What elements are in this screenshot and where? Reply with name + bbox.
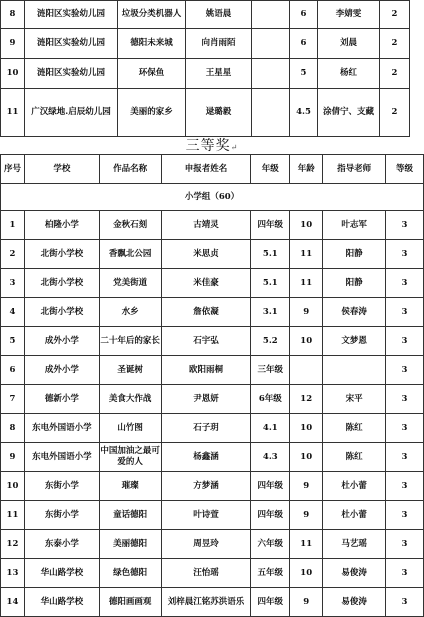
cell-school: 东街小学 <box>24 472 99 501</box>
table-row <box>1 298 424 327</box>
cell-level: 3 <box>386 356 424 385</box>
cell-work: 德阳画画观 <box>99 588 161 617</box>
table-header-row <box>1 155 424 184</box>
cell-school: 华山路学校 <box>24 559 99 588</box>
cell-school: 德新小学 <box>24 385 99 414</box>
cell-age: 9 <box>290 472 323 501</box>
cell-author: 姚语晨 <box>186 1 252 29</box>
cell-grade: 五年级 <box>251 559 290 588</box>
table-row <box>1 269 424 298</box>
cell-grade: 5.2 <box>251 327 290 356</box>
table-row <box>1 414 424 443</box>
cell-level: 2 <box>380 29 410 59</box>
cell-grade <box>252 1 290 29</box>
cell-no: 7 <box>1 385 25 414</box>
cell-school: 东电外国语小学 <box>24 443 99 472</box>
cell-author: 方梦涵 <box>161 472 251 501</box>
cell-author: 刘梓晨江铭苏洪语乐 <box>161 588 251 617</box>
cell-school: 北街小学校 <box>24 240 99 269</box>
cell-teacher: 叶志军 <box>323 211 386 240</box>
header-teacher: 指导老师 <box>323 155 386 184</box>
cell-age: 11 <box>290 240 323 269</box>
cell-work: 金秋石刻 <box>99 211 161 240</box>
cell-level: 3 <box>386 240 424 269</box>
header-author: 申报者姓名 <box>161 155 251 184</box>
cell-author: 石子玥 <box>161 414 251 443</box>
cell-level: 3 <box>386 269 424 298</box>
section-title: 三等奖↵ <box>185 138 239 154</box>
cell-level: 3 <box>386 327 424 356</box>
cell-age <box>290 356 323 385</box>
cell-grade: 六年级 <box>251 530 290 559</box>
cell-level: 3 <box>386 211 424 240</box>
cell-work: 美食大作战 <box>99 385 161 414</box>
cell-no: 14 <box>1 588 25 617</box>
second-prize-table-tail <box>0 0 410 137</box>
cell-work: 党美街道 <box>99 269 161 298</box>
cell-level: 3 <box>386 443 424 472</box>
cell-teacher: 宋平 <box>323 385 386 414</box>
cell-author: 杨鑫涵 <box>161 443 251 472</box>
cell-author: 逯璐毅 <box>186 89 252 137</box>
cell-school: 东泰小学 <box>24 530 99 559</box>
cell-work: 童话德阳 <box>99 501 161 530</box>
table-row <box>1 356 424 385</box>
header-grade: 年级 <box>251 155 290 184</box>
cell-author: 王星星 <box>186 59 252 89</box>
cell-work: 香飘北公园 <box>99 240 161 269</box>
cell-level: 3 <box>386 385 424 414</box>
cell-teacher: 杜小蕾 <box>323 472 386 501</box>
third-prize-table <box>0 154 424 617</box>
cell-age: 9 <box>290 501 323 530</box>
cell-work: 绿色德阳 <box>99 559 161 588</box>
group-row <box>1 184 424 211</box>
cell-no: 4 <box>1 298 25 327</box>
cell-no: 13 <box>1 559 25 588</box>
cell-no: 5 <box>1 327 25 356</box>
cell-teacher: 陈红 <box>323 414 386 443</box>
cell-level: 2 <box>380 1 410 29</box>
cell-level: 3 <box>386 298 424 327</box>
cell-no: 11 <box>1 89 25 137</box>
cell-work: 二十年后的家长 <box>99 327 161 356</box>
table-row <box>1 211 424 240</box>
cell-no: 9 <box>1 443 25 472</box>
cell-grade: 三年级 <box>251 356 290 385</box>
header-no: 序号 <box>1 155 25 184</box>
cell-work: 水乡 <box>99 298 161 327</box>
cell-teacher: 易俊涛 <box>323 559 386 588</box>
cell-school: 东街小学 <box>24 501 99 530</box>
cell-no: 1 <box>1 211 25 240</box>
cell-work: 中国加油之最可爱的人 <box>99 443 161 472</box>
cell-level: 3 <box>386 501 424 530</box>
cell-age: 10 <box>290 443 323 472</box>
cell-age: 6 <box>290 1 318 29</box>
cell-author: 石宇弘 <box>161 327 251 356</box>
cell-school: 涟阳区实验幼儿园 <box>25 29 118 59</box>
table-row <box>1 385 424 414</box>
cell-author: 汪怡瑶 <box>161 559 251 588</box>
cell-author: 古靖灵 <box>161 211 251 240</box>
cell-author: 詹依凝 <box>161 298 251 327</box>
cell-author: 周昱玲 <box>161 530 251 559</box>
cell-grade: 5.1 <box>251 240 290 269</box>
header-work: 作品名称 <box>99 155 161 184</box>
cell-work: 环保鱼 <box>118 59 186 89</box>
cell-work: 垃圾分类机器人 <box>118 1 186 29</box>
cell-teacher: 阳静 <box>323 240 386 269</box>
cell-no: 12 <box>1 530 25 559</box>
cell-level: 3 <box>386 588 424 617</box>
cell-age: 10 <box>290 327 323 356</box>
cell-grade: 3.1 <box>251 298 290 327</box>
cell-age: 5 <box>290 59 318 89</box>
cell-school: 成外小学 <box>24 356 99 385</box>
cell-teacher: 杨红 <box>318 59 380 89</box>
cell-teacher: 侯春涛 <box>323 298 386 327</box>
cell-school: 涟阳区实验幼儿园 <box>25 1 118 29</box>
cell-teacher: 涂倩宁、支藏 <box>318 89 380 137</box>
cell-age: 11 <box>290 530 323 559</box>
cell-school: 东电外国语小学 <box>24 414 99 443</box>
cell-teacher: 李婧雯 <box>318 1 380 29</box>
cell-no: 10 <box>1 472 25 501</box>
cell-no: 2 <box>1 240 25 269</box>
cell-level: 2 <box>380 89 410 137</box>
cell-grade: 4.1 <box>251 414 290 443</box>
header-level: 等级 <box>386 155 424 184</box>
cell-grade: 5.1 <box>251 269 290 298</box>
cell-school: 涟阳区实验幼儿园 <box>25 59 118 89</box>
group-label: 小学组（60） <box>1 184 424 211</box>
cell-teacher: 刘晨 <box>318 29 380 59</box>
cell-school: 北街小学校 <box>24 298 99 327</box>
cell-level: 3 <box>386 530 424 559</box>
cell-grade: 四年级 <box>251 472 290 501</box>
cell-no: 8 <box>1 1 25 29</box>
cell-teacher: 陈红 <box>323 443 386 472</box>
cell-grade <box>252 29 290 59</box>
cell-grade: 4.3 <box>251 443 290 472</box>
cell-age: 9 <box>290 298 323 327</box>
cell-grade <box>252 89 290 137</box>
cell-teacher <box>323 356 386 385</box>
cell-grade: 四年级 <box>251 588 290 617</box>
cell-teacher: 易俊涛 <box>323 588 386 617</box>
cell-work: 美丽的家乡 <box>118 89 186 137</box>
cell-age: 11 <box>290 269 323 298</box>
cell-work: 德阳未来城 <box>118 29 186 59</box>
cell-level: 3 <box>386 559 424 588</box>
cell-age: 10 <box>290 414 323 443</box>
table-row <box>1 472 424 501</box>
cell-school: 华山路学校 <box>24 588 99 617</box>
cell-age: 12 <box>290 385 323 414</box>
cell-level: 3 <box>386 472 424 501</box>
table-row <box>1 530 424 559</box>
cell-age: 4.5 <box>290 89 318 137</box>
cell-age: 6 <box>290 29 318 59</box>
cell-work: 美丽德阳 <box>99 530 161 559</box>
cell-school: 柏隆小学 <box>24 211 99 240</box>
table-row <box>1 240 424 269</box>
cell-age: 10 <box>290 211 323 240</box>
cell-author: 叶诗萱 <box>161 501 251 530</box>
table-row <box>1 29 410 59</box>
cell-level: 2 <box>380 59 410 89</box>
cell-teacher: 文梦恩 <box>323 327 386 356</box>
cell-school: 成外小学 <box>24 327 99 356</box>
cell-school: 北街小学校 <box>24 269 99 298</box>
cell-author: 米佳豪 <box>161 269 251 298</box>
cell-work: 山竹图 <box>99 414 161 443</box>
cell-no: 8 <box>1 414 25 443</box>
table-row <box>1 559 424 588</box>
table-row <box>1 89 410 137</box>
cell-no: 10 <box>1 59 25 89</box>
cell-school: 广汉绿地.启辰幼儿园 <box>25 89 118 137</box>
header-school: 学校 <box>24 155 99 184</box>
cell-no: 9 <box>1 29 25 59</box>
cell-work: 圣诞树 <box>99 356 161 385</box>
cell-no: 11 <box>1 501 25 530</box>
cell-grade: 四年级 <box>251 211 290 240</box>
cell-teacher: 杜小蕾 <box>323 501 386 530</box>
cell-author: 米思贞 <box>161 240 251 269</box>
table-row <box>1 327 424 356</box>
table-row <box>1 501 424 530</box>
header-age: 年龄 <box>290 155 323 184</box>
table-row <box>1 443 424 472</box>
cell-author: 尹恩妍 <box>161 385 251 414</box>
table-row <box>1 588 424 617</box>
cell-author: 欧阳雨桐 <box>161 356 251 385</box>
cell-teacher: 阳静 <box>323 269 386 298</box>
cell-no: 6 <box>1 356 25 385</box>
cell-author: 向肖雨陌 <box>186 29 252 59</box>
cell-teacher: 马艺瑶 <box>323 530 386 559</box>
cell-work: 璀璨 <box>99 472 161 501</box>
cell-no: 3 <box>1 269 25 298</box>
table-row <box>1 1 410 29</box>
cell-age: 10 <box>290 559 323 588</box>
cell-grade: 6年级 <box>251 385 290 414</box>
cell-grade <box>252 59 290 89</box>
cell-grade: 四年级 <box>251 501 290 530</box>
cell-age: 9 <box>290 588 323 617</box>
cell-level: 3 <box>386 414 424 443</box>
table-row <box>1 59 410 89</box>
